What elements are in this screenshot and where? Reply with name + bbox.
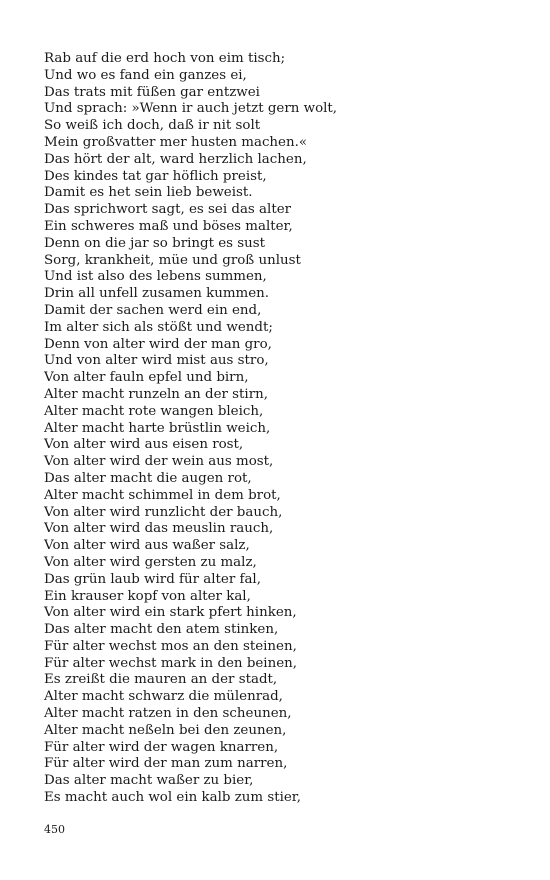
poem-line: Des kindes tat gar höflich preist, [44, 168, 267, 184]
poem-line: Es macht auch wol ein kalb zum stier, [44, 790, 301, 806]
poem-line: Alter macht neßeln bei den zeunen, [44, 722, 287, 738]
poem-line: Denn von alter wird der man gro, [44, 336, 272, 352]
poem-line: Und ist also des lebens summen, [44, 269, 267, 285]
poem-text [44, 51, 514, 807]
poem-line: Alter macht runzeln an der stirn, [44, 386, 268, 402]
poem-line: Das grün laub wird für alter fal, [44, 571, 261, 587]
poem-line: Für alter wird der wagen knarren, [44, 739, 279, 755]
poem-line: Für alter wechst mos an den steinen, [44, 638, 297, 654]
poem-line: Von alter wird aus waßer salz, [44, 538, 250, 554]
poem-line: Alter macht rote wangen bleich, [44, 403, 264, 419]
poem-line: Von alter wird der wein aus most, [44, 454, 274, 470]
poem-line: Das alter macht waßer zu bier, [44, 773, 254, 789]
poem-line: Das trats mit füßen gar entzwei [44, 84, 260, 100]
poem-line: Alter macht schwarz die mülenrad, [44, 689, 283, 705]
poem-line: Für alter wechst mark in den beinen, [44, 655, 298, 671]
poem-line: Denn on die jar so bringt es sust [44, 235, 266, 251]
poem-line: Alter macht schimmel in dem brot, [44, 487, 281, 503]
poem-line: Im alter sich als stößt und wendt; [44, 319, 273, 335]
poem-line: Das alter macht den atem stinken, [44, 622, 279, 638]
poem-line: Es zreißt die mauren an der stadt, [44, 672, 278, 688]
page-number: 450 [44, 823, 65, 836]
poem-line: Und sprach: »Wenn ir auch jetzt gern wolt, [44, 101, 338, 117]
poem-line: Von alter wird runzlicht der bauch, [44, 504, 283, 520]
poem-line: Von alter wird das meuslin rauch, [44, 521, 274, 537]
poem-line: Und von alter wird mist aus stro, [44, 353, 269, 369]
poem-line: Das sprichwort sagt, es sei das alter [44, 202, 292, 218]
poem-line: Von alter wird gersten zu malz, [44, 554, 257, 570]
poem-line: Sorg, krankheit, müe und groß unlust [44, 252, 301, 268]
poem-line: Damit der sachen werd ein end, [44, 302, 262, 318]
poem-line: Das hört der alt, ward herzlich lachen, [44, 151, 307, 167]
poem-line: So weiß ich doch, daß ir nit solt [44, 118, 261, 134]
poem-line: Für alter wird der man zum narren, [44, 756, 288, 772]
poem-line: Von alter wird ein stark pfert hinken, [44, 605, 297, 621]
poem-line: Damit es het sein lieb beweist. [44, 185, 253, 201]
poem-line: Mein großvatter mer husten machen.« [44, 134, 308, 150]
poem-line: Von alter wird aus eisen rost, [44, 437, 244, 453]
poem-line: Und wo es fand ein ganzes ei, [44, 67, 247, 83]
poem-line: Von alter fauln epfel und birn, [44, 370, 249, 386]
poem-line: Das alter macht die augen rot, [44, 470, 252, 486]
poem-line: Alter macht ratzen in den scheunen, [44, 706, 292, 722]
poem-line: Ein schweres maß und böses malter, [44, 218, 293, 234]
poem-line: Rab auf die erd hoch von eim tisch; [44, 51, 286, 66]
poem-line: Alter macht harte brüstlin weich, [44, 420, 271, 436]
poem-line: Drin all unfell zusamen kummen. [44, 286, 270, 302]
poem-line: Ein krauser kopf von alter kal, [44, 588, 251, 604]
